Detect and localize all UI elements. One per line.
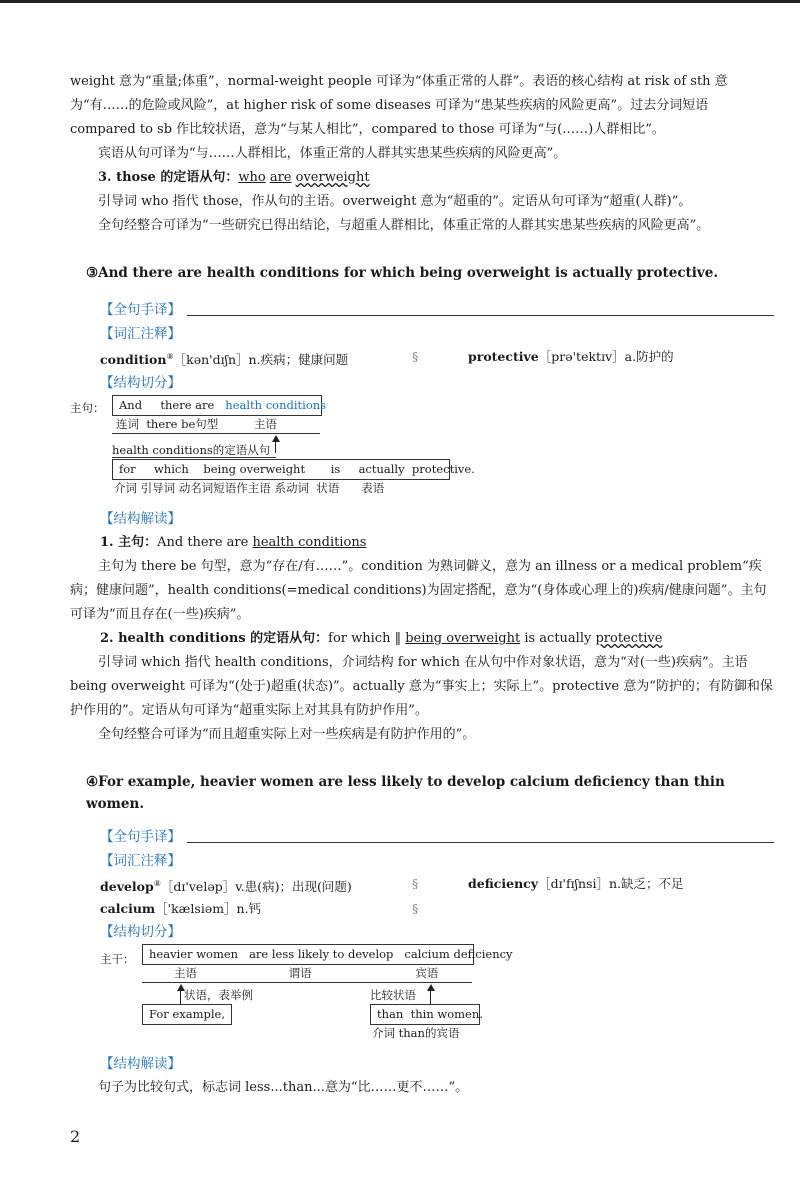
star-icon: ⑧ (166, 352, 174, 361)
s4-than-subs (372, 1024, 459, 1042)
s3-c-being-sub: 动名词短语作主语 (178, 481, 271, 496)
s3-clause-box (112, 459, 475, 480)
s4-main-label: 主干： (100, 952, 135, 967)
s3-c-which-sub: 引导词 (140, 481, 176, 496)
s3-a1-heading (70, 531, 774, 555)
s3-translate-label: 【全句手译】 (100, 302, 181, 318)
vocab-calcium: calcium (100, 901, 156, 917)
section2-line2: 宾语从句可译为“与……人群相比，体重正常的人群其实患某些疾病的风险更高”。 (98, 146, 567, 161)
s3-c-actually-sub: 状语 (316, 481, 340, 496)
s4-translate-label: 【全句手译】 (100, 829, 181, 846)
s3-arrow-line (275, 441, 276, 453)
s3-m-and-sub: 连词 (116, 417, 139, 432)
arrow-up-icon (272, 435, 280, 442)
s3-a1-plain: And there are (157, 535, 253, 551)
s3-clause-top (112, 457, 276, 458)
s3-c-is-sub: 系动词 (274, 481, 309, 496)
s3-a2-u: being overweight (405, 631, 521, 647)
s3-vocab-label: 【词汇注释】 (100, 326, 181, 342)
s4-main-underline (142, 982, 472, 983)
s4-translate-row (100, 825, 774, 849)
vocab-separator: § (412, 901, 419, 917)
top-rule (0, 0, 800, 3)
vocab-protective-def: ［prə'tektɪv］a.防护的 (538, 349, 674, 364)
s4-arrow-line-left (180, 990, 181, 1004)
s3-m-there-sub: there be句型 (146, 417, 219, 432)
s3-m-there: there are (160, 398, 215, 413)
s3-c-for-sub: 介词 (114, 481, 137, 496)
s3-translate-row (100, 298, 774, 322)
s4-vocab-row2 (100, 898, 774, 920)
arrow-up-icon (427, 984, 435, 991)
h3-prefix: 3. those 的定语从句： (98, 170, 239, 185)
s4-arrow-line-right (430, 990, 431, 1004)
s4-m-are-sub: 谓语 (288, 966, 312, 981)
s3-analysis-label: 【结构解读】 (100, 511, 181, 528)
page-number: 2 (70, 1127, 81, 1146)
section2-heading3 (70, 166, 774, 190)
s4-than-box (370, 1004, 483, 1025)
s3-c-being: being overweight (203, 462, 306, 477)
s3-a2-plain1: for which ‖ (328, 631, 406, 647)
vocab-develop-def: ［dɪ'veləp］v.患(病)；出现(问题) (160, 879, 352, 895)
s3-m-hc: health conditions (225, 398, 327, 413)
vocab-protective: protective (468, 349, 539, 364)
h3-who: who (238, 170, 266, 185)
s3-m-and: And (119, 398, 143, 413)
s3-main-subs (116, 415, 277, 433)
s4-than: than (377, 1007, 404, 1022)
s4-struct-label: 【结构切分】 (100, 924, 181, 941)
s3-c-protective-sub: 表语 (361, 481, 385, 496)
s3-main-box (112, 395, 327, 416)
s4-m-hw-sub: 主语 (174, 966, 197, 981)
s3-a3: 全句经整合可译为“而且超重实际上对一些疾病是有防护作用的”。 (98, 727, 476, 743)
s4-m-cd-sub: 宾语 (415, 966, 439, 981)
s3-translate-line[interactable] (187, 315, 774, 316)
s3-a2-body: 引导词 which 指代 health conditions，介词结构 for which 在从句中作对象状语，意为“对(一些)疾病”。主语 being overweight 可译为“(处于)超重(状态)”。actually 意为“事实上；实际上”。protective 意为“防护的；有防御和保护作用的”。定语从句可译为“超重实际上对其具有防护作用”。 (70, 655, 773, 719)
section2-p4: 全句经整合可译为“一些研究已得出结论，与超重人群相比，体重正常的人群其实患某些疾病的风险更高”。 (98, 218, 710, 233)
s3-c-protective: protective. (411, 462, 475, 477)
s3-struct-label: 【结构切分】 (100, 375, 181, 392)
s4-translate-line[interactable] (187, 842, 774, 843)
sentence-4: ④For example, heavier women are less likely to develop calcium deficiency than thin women. (86, 774, 725, 813)
s3-a1-u: health conditions (252, 535, 367, 551)
s4-fe: For example, (149, 1007, 225, 1022)
vocab-condition-def: ［kən'dɪʃn］n.疾病；健康问题 (173, 352, 349, 368)
s4-thin: thin women. (410, 1007, 483, 1022)
s4-a1: 句子为比较句式，标志词 less...than...意为“比……更不……”。 (98, 1080, 469, 1096)
s4-vocab-label: 【词汇注释】 (100, 853, 181, 870)
h3-are: are (269, 170, 292, 185)
h3-over: overweight (295, 170, 370, 185)
s4-fe-box (142, 1004, 232, 1025)
s3-clause-label: health conditions的定语从句 (112, 443, 271, 458)
sentence-3: ③And there are health conditions for which being overweight is actually protective. (86, 265, 719, 281)
page-content (70, 70, 774, 1100)
s4-thin-sub: than的宾语 (398, 1026, 460, 1041)
s4-main-subs (174, 964, 494, 982)
s4-diagram (70, 944, 774, 1052)
section2-p3: 引导词 who 指代 those，作从句的主语。overweight 意为“超重的”。定语从句可译为“超重(人群)”。 (98, 194, 692, 209)
vocab-separator: § (412, 349, 419, 364)
s3-c-for: for (119, 462, 136, 477)
s3-m-hc-sub: 主语 (253, 417, 277, 432)
s4-analysis-label: 【结构解读】 (100, 1056, 181, 1073)
section2-line1: weight 意为“重量;体重”，normal-weight people 可译为“体重正常的人群”。表语的核心结构 at risk of sth 意为“有……的危险或风险”，at higher risk of some diseases 可译为“患某些疾病的风险更高”。过去分词短语 compared to sb 作比较状语，意为“与某人相比”，compared to those 可译为“与(……)人群相比”。 (70, 74, 728, 137)
s3-c-is: is (330, 462, 341, 477)
s3-c-which: which (153, 462, 189, 477)
vocab-deficiency-def: ［dɪ'fɪʃnsi］n.缺乏；不足 (538, 876, 684, 892)
vocab-develop: develop (100, 879, 154, 895)
s4-than-sub: 介词 (372, 1026, 395, 1041)
s4-adv-label: 状语，表举例 (184, 988, 253, 1003)
s3-a2-plain2: is actually (520, 631, 596, 647)
s3-main-underline (112, 433, 320, 434)
s3-a1-body: 主句为 there be 句型，意为“存在/有……”。condition 为熟词僻义，意为 an illness or a medical problem“疾病；健康问题”，health conditions(=medical conditions)为固定搭配，意为“(身体或心理上的)疾病/健康问题”。主句可译为“而且存在(一些)疾病”。 (70, 559, 767, 623)
s4-m-hw: heavier women (149, 947, 239, 962)
s3-clause-subs (114, 479, 384, 497)
s3-vocab-row (100, 346, 774, 371)
vocab-calcium-def: ［'kælsiəm］n.钙 (155, 901, 262, 917)
s3-c-actually: actually (358, 462, 405, 477)
s4-main-box (142, 944, 513, 965)
s3-a1-head: 1. 主句： (100, 535, 158, 551)
s3-a2-head: 2. health conditions 的定语从句： (100, 631, 329, 647)
vocab-separator: § (412, 876, 419, 892)
vocab-deficiency: deficiency (468, 876, 539, 892)
s3-diagram (70, 395, 774, 507)
s4-m-are: are less likely to develop (249, 947, 394, 962)
s3-main-label: 主句： (70, 401, 105, 416)
s3-a2-heading (70, 627, 774, 651)
vocab-condition: condition (100, 352, 167, 368)
s3-a2-w: protective (595, 631, 663, 647)
star-icon: ⑧ (153, 879, 161, 889)
s4-m-cd: calcium deficiency (404, 947, 513, 962)
s4-vocab-row1 (100, 873, 774, 898)
s4-comp-label: 比较状语 (370, 988, 416, 1003)
